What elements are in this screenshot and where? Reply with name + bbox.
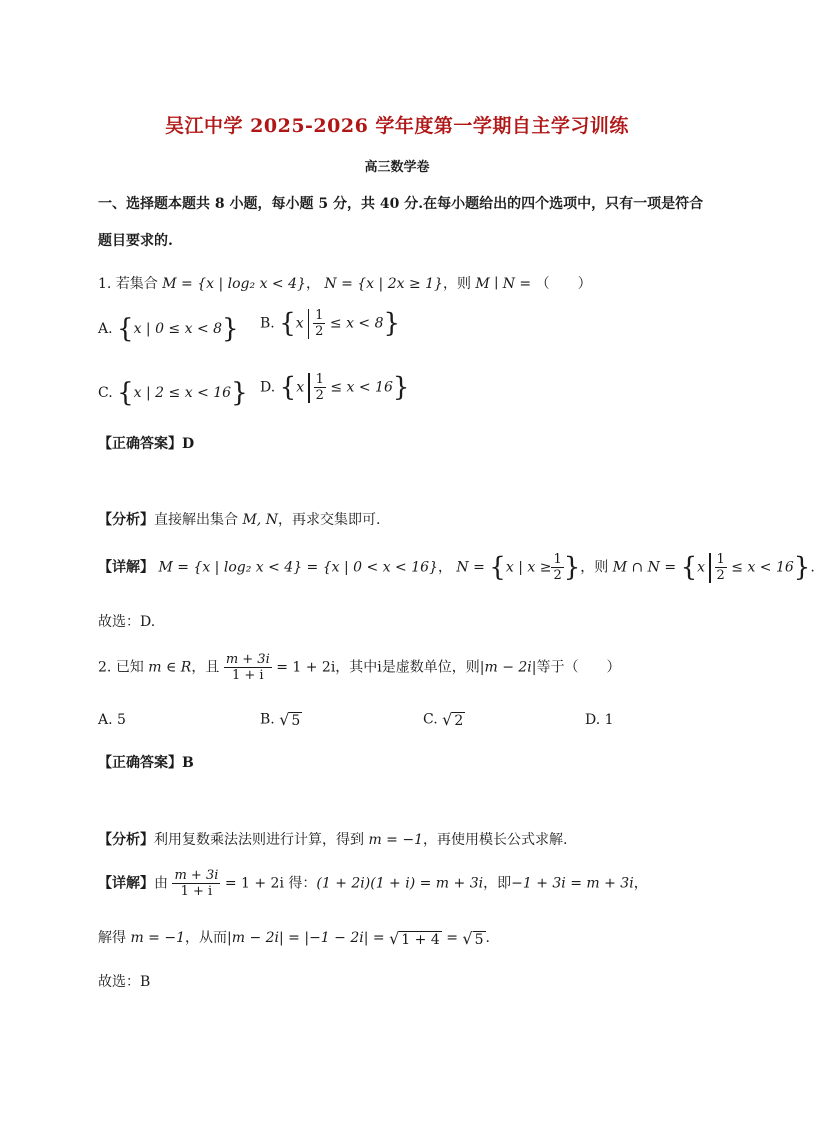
q1-detail-MN-num: 1: [716, 552, 725, 567]
q1-detail-MN-tail: ≤ x < 16: [731, 559, 794, 576]
q1-option-c-body: x | 2 ≤ x < 16: [133, 385, 232, 401]
q2-detail-lin: −1 + 3i = m + 3i: [511, 875, 634, 892]
q2-stem-a: 已知: [115, 659, 144, 676]
section-heading-line2: 题目要求的.: [98, 233, 173, 249]
q1-detail-label: 【详解】: [98, 559, 154, 576]
q1-M-def: M = {x | log₂ x < 4}: [162, 276, 306, 292]
section-heading-line1: 一、选择题本题共 8 小题，每小题 5 分，共 40 分.在每小题给出的四个选项中，只有一项是符合: [98, 196, 704, 212]
q1-detail-end: .: [810, 559, 815, 576]
q1-question-expr: M ∣ N =: [475, 276, 532, 292]
q2-stem-m: m ∈ R: [148, 659, 192, 676]
q2-solve-m: m = −1: [130, 930, 185, 946]
q1-detail-MN: M ∩ N =: [612, 559, 677, 576]
q2-option-a-body: 5: [117, 712, 126, 728]
q2-stem-e: 等于（ ）: [536, 659, 621, 676]
q1-option-a: A. {x | 0 ≤ x < 8}: [98, 314, 239, 344]
q1-analysis-vars: M, N: [242, 512, 278, 528]
q2-solve-rad1: 1 + 4: [401, 931, 440, 948]
q1-detail-N-set: x | x ≥: [505, 559, 552, 576]
q2-detail-frac-num: m + 3i: [174, 868, 219, 883]
q1-option-b-label: B.: [260, 315, 275, 332]
q2-stem-d: 是虚数单位，则: [381, 659, 480, 676]
q2-option-a: [98, 712, 126, 728]
q2-solve-end: .: [485, 930, 490, 946]
q2-number: 2.: [98, 659, 112, 676]
q2-stem-frac-den: 1 + i: [231, 668, 264, 683]
q2-option-b-sqrt: √ 5: [279, 710, 301, 729]
q2-analysis-tail: ，再使用模长公式求解.: [423, 832, 568, 848]
q2-option-c-rad: 2: [454, 713, 464, 729]
q2-answer: 【正确答案】B: [98, 755, 194, 771]
q2-detail-eq: = 1 + 2i: [224, 875, 284, 892]
q1-answer: 【正确答案】D: [98, 436, 195, 452]
q2-detail-comma: ，: [633, 875, 648, 892]
q2-choose: 故选：B: [98, 974, 151, 990]
q1-option-c-label: C.: [98, 385, 113, 401]
q1-option-d-label: D.: [260, 379, 276, 396]
q1-option-d-frac: [314, 372, 326, 403]
q2-analysis-label: 【分析】: [98, 832, 154, 848]
q1-option-d-var: x: [296, 379, 305, 396]
q2-solve-sqrt1: √ 1 + 4: [389, 928, 440, 948]
q2-option-b-rad: 5: [291, 713, 301, 729]
q1-detail-N-den: 2: [553, 568, 562, 583]
q2-solve-eq: =: [446, 930, 458, 946]
q1-N-def: N = {x | 2x ≥ 1}: [324, 276, 443, 292]
q2-solve-sqrt2: √ 5: [462, 928, 484, 948]
q1-option-d-den: 2: [315, 388, 324, 403]
q2-option-d: [585, 712, 614, 728]
q1-option-a-label: A.: [98, 321, 113, 337]
q1-detail-MN-var: x: [697, 559, 706, 576]
q1-option-b-tail: ≤ x < 8: [329, 315, 384, 332]
q2-option-b-label: B.: [260, 711, 275, 728]
q1-option-d-num: 1: [315, 372, 324, 387]
q2-detail-frac: [172, 868, 220, 899]
q2-detail-ie: ，即: [483, 875, 512, 892]
q2-analysis-text: 利用复数乘法法则进行计算，得到: [154, 832, 364, 848]
q1-detail-N: N =: [456, 559, 485, 576]
q2-stem-c: ，其中: [335, 659, 378, 676]
page-title: 吴江中学 2025-2026 学年度第一学期自主学习训练: [165, 115, 629, 137]
q1-stem-prefix: 若集合: [115, 276, 158, 292]
q1-option-c: C. {x | 2 ≤ x < 16}: [98, 378, 248, 408]
q2-analysis-m: m = −1: [368, 832, 423, 848]
q2-option-c-sqrt: √ 2: [442, 710, 464, 729]
q2-stem-i: i: [377, 659, 382, 676]
q1-detail-M: M = {x | log₂ x < 4} = {x | 0 < x < 16}: [158, 559, 438, 576]
q1-option-b: B. {x $\frac{1}{2}$ ≤ x < 8}: [260, 308, 401, 339]
q1-option-b-frac: [313, 308, 325, 339]
q2-option-d-body: 1: [604, 712, 614, 728]
q1-analysis-label: 【分析】: [98, 512, 154, 528]
q1-blank: （ ）: [535, 276, 592, 292]
q2-stem-frac-num: m + 3i: [225, 652, 270, 667]
q2-option-d-label: D.: [585, 712, 601, 728]
q2-detail-by: 由: [154, 875, 168, 892]
q1-detail-N-pre: ，: [437, 559, 452, 576]
q2-detail-get: 得：: [288, 875, 317, 892]
q2-stem-abs: |m − 2i|: [479, 659, 537, 676]
q2-solve-expr: |m − 2i| = |−1 − 2i| =: [227, 930, 385, 946]
q2-solve: [98, 927, 490, 948]
q2-option-c: [423, 710, 465, 729]
q2-solve-mid: ，从而: [185, 930, 227, 946]
q1-option-b-den: 2: [315, 324, 324, 339]
q1-stem-suffix: ，则: [442, 276, 471, 292]
q2-solve-pre: 解得: [98, 930, 126, 946]
q1-detail-MN-frac: [715, 552, 727, 583]
q1-option-d: D. {x $\frac{1}{2}$ ≤ x < 16}: [260, 372, 410, 403]
q2-stem-b: ，且: [191, 659, 220, 676]
q1-analysis-tail: ，再求交集即可.: [277, 512, 381, 528]
q1-analysis: [98, 509, 380, 529]
q1-option-b-num: 1: [315, 308, 324, 323]
q2-stem-frac: [224, 652, 272, 683]
q1-analysis-text: 直接解出集合: [154, 512, 238, 528]
q1-number: 1.: [98, 276, 112, 292]
q2-detail-label: 【详解】: [98, 875, 154, 892]
q1-option-a-body: x | 0 ≤ x < 8: [133, 321, 223, 337]
q2-analysis: [98, 829, 567, 849]
q2-detail-frac-den: 1 + i: [180, 884, 213, 899]
q2-detail: [98, 868, 648, 899]
q2-stem: [98, 652, 621, 683]
q2-detail-prod: (1 + 2i)(1 + i) = m + 3i: [316, 875, 484, 892]
q2-option-c-label: C.: [423, 711, 438, 728]
q1-option-d-tail: ≤ x < 16: [330, 379, 393, 396]
q1-choose: 故选：D.: [98, 614, 156, 630]
q1-option-b-var: x: [295, 315, 304, 332]
q2-stem-eq: = 1 + 2i: [276, 659, 336, 676]
q1-detail-N-frac: [551, 552, 563, 583]
page-subtitle: 高三数学卷: [364, 160, 430, 175]
q1-detail-then: ，则: [580, 559, 609, 576]
q1-detail: 【详解】 M = {x | log₂ x < 4} = {x | 0 < x < 16}， N = {x | x ≥ $\frac{1}{2}$ }，则 M ∩ N = {x $\frac{1}{2}$ ≤ x < 16}.: [98, 552, 815, 583]
q2-option-b: [260, 710, 302, 729]
q1-stem: 1. 若集合 M = {x | log₂ x < 4}， N = {x | 2x ≥ 1}，则 M ∣ N = （ ）: [98, 276, 592, 292]
q1-detail-MN-den: 2: [716, 568, 725, 583]
q2-option-a-label: A.: [98, 712, 113, 728]
q1-detail-N-num: 1: [553, 552, 562, 567]
q2-solve-rad2: 5: [474, 931, 484, 948]
